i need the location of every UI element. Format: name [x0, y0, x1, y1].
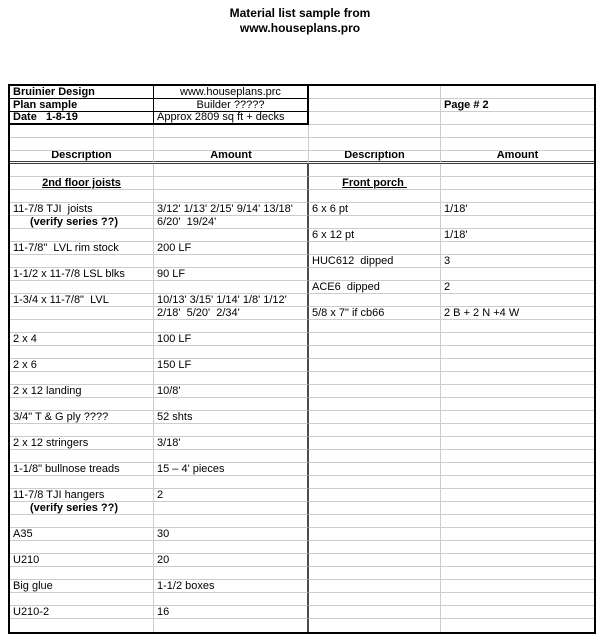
table-cell-r4c3 — [441, 138, 594, 151]
table-cell-r0c0: Bruinier Design — [10, 86, 154, 99]
table-cell-r34c3 — [441, 528, 594, 541]
table-cell-r2c1: Approx 2809 sq ft + decks — [154, 112, 309, 125]
table-cell-r33c0 — [10, 515, 154, 528]
table-cell-r39c1 — [154, 593, 309, 606]
table-cell-r29c1: 15 – 4' pieces — [154, 463, 309, 476]
table-cell-r22c0 — [10, 372, 154, 385]
table-cell-r37c0 — [10, 567, 154, 580]
table-cell-r30c0 — [10, 476, 154, 489]
table-cell-r26c1 — [154, 424, 309, 437]
table-cell-r4c1 — [154, 138, 309, 151]
table-cell-r11c1 — [154, 229, 309, 242]
table-cell-r15c1 — [154, 281, 309, 294]
table-cell-r12c3 — [441, 242, 594, 255]
table-cell-r9c2: 6 x 6 pt — [309, 203, 441, 216]
table-cell-r33c1 — [154, 515, 309, 528]
table-cell-r14c0: 1-1/2 x 11-7/8 LSL blks — [10, 268, 154, 281]
table-cell-r18c3 — [441, 320, 594, 333]
table-cell-r31c3 — [441, 489, 594, 502]
table-cell-r6c2 — [309, 164, 441, 177]
table-cell-r0c2 — [309, 86, 441, 99]
table-cell-r28c0 — [10, 450, 154, 463]
table-cell-r34c0: A35 — [10, 528, 154, 541]
table-cell-r31c0: 11-7/8 TJI hangers — [10, 489, 154, 502]
table-cell-r14c1: 90 LF — [154, 268, 309, 281]
table-cell-r28c1 — [154, 450, 309, 463]
table-cell-r22c2 — [309, 372, 441, 385]
table-cell-r13c0 — [10, 255, 154, 268]
table-cell-r36c3 — [441, 554, 594, 567]
table-cell-r41c2 — [309, 619, 441, 632]
table-cell-r18c1 — [154, 320, 309, 333]
table-cell-r24c2 — [309, 398, 441, 411]
table-cell-r27c2 — [309, 437, 441, 450]
table-cell-r9c1: 3/12' 1/13' 2/15' 9/14' 13/18' — [154, 203, 309, 216]
table-cell-r23c0: 2 x 12 landing — [10, 385, 154, 398]
table-cell-r36c2 — [309, 554, 441, 567]
table-cell-r39c2 — [309, 593, 441, 606]
table-cell-r20c2 — [309, 346, 441, 359]
table-cell-r38c0: Big glue — [10, 580, 154, 593]
table-cell-r36c1: 20 — [154, 554, 309, 567]
table-cell-r38c3 — [441, 580, 594, 593]
table-cell-r32c2 — [309, 502, 441, 515]
table-cell-r40c3 — [441, 606, 594, 619]
table-cell-r4c2 — [309, 138, 441, 151]
table-cell-r21c3 — [441, 359, 594, 372]
table-cell-r19c2 — [309, 333, 441, 346]
table-cell-r22c3 — [441, 372, 594, 385]
table-cell-r34c2 — [309, 528, 441, 541]
document-title — [0, 6, 600, 36]
table-cell-r4c0 — [10, 138, 154, 151]
table-cell-r34c1: 30 — [154, 528, 309, 541]
table-cell-r1c1: Builder ????? — [154, 99, 309, 112]
table-cell-r21c2 — [309, 359, 441, 372]
table-cell-r10c3 — [441, 216, 594, 229]
table-cell-r27c1: 3/18' — [154, 437, 309, 450]
table-cell-r37c1 — [154, 567, 309, 580]
table-cell-r12c1: 200 LF — [154, 242, 309, 255]
table-cell-r26c2 — [309, 424, 441, 437]
table-cell-r23c2 — [309, 385, 441, 398]
table-cell-r20c0 — [10, 346, 154, 359]
table-cell-r11c3: 1/18' — [441, 229, 594, 242]
table-cell-r7c2: Front porch — [309, 177, 441, 190]
table-cell-r10c2 — [309, 216, 441, 229]
table-cell-r17c1: 2/18' 5/20' 2/34' — [154, 307, 309, 320]
table-cell-r35c1 — [154, 541, 309, 554]
table-cell-r27c3 — [441, 437, 594, 450]
material-list-table — [8, 84, 596, 634]
table-cell-r16c3 — [441, 294, 594, 307]
table-cell-r17c3: 2 B + 2 N +4 W — [441, 307, 594, 320]
table-cell-r30c3 — [441, 476, 594, 489]
table-cell-r8c2 — [309, 190, 441, 203]
table-cell-r10c1: 6/20' 19/24' — [154, 216, 309, 229]
table-cell-r3c1 — [154, 125, 309, 138]
table-cell-r21c0: 2 x 6 — [10, 359, 154, 372]
table-cell-r16c2 — [309, 294, 441, 307]
table-cell-r29c2 — [309, 463, 441, 476]
table-cell-r2c2 — [309, 112, 441, 125]
table-cell-r24c0 — [10, 398, 154, 411]
table-cell-r0c1: www.houseplans.prc — [154, 86, 309, 99]
table-cell-r18c2 — [309, 320, 441, 333]
table-cell-r40c0: U210-2 — [10, 606, 154, 619]
table-cell-r29c0: 1-1/8" bullnose treads — [10, 463, 154, 476]
table-cell-r41c3 — [441, 619, 594, 632]
table-cell-r13c2: HUC612 dipped — [309, 255, 441, 268]
table-cell-r1c3: Page # 2 — [441, 99, 594, 112]
document-title-line1: Material list sample from — [229, 6, 371, 20]
table-cell-r7c0: 2nd floor joists — [10, 177, 154, 190]
table-cell-r23c3 — [441, 385, 594, 398]
table-cell-r15c2: ACE6 dipped — [309, 281, 441, 294]
table-cell-r28c3 — [441, 450, 594, 463]
table-cell-r36c0: U210 — [10, 554, 154, 567]
table-cell-r8c3 — [441, 190, 594, 203]
table-cell-r10c0: (verify series ??) — [10, 216, 154, 229]
table-cell-r29c3 — [441, 463, 594, 476]
table-cell-r24c3 — [441, 398, 594, 411]
table-cell-r14c2 — [309, 268, 441, 281]
table-cell-r41c1 — [154, 619, 309, 632]
table-cell-r35c2 — [309, 541, 441, 554]
table-cell-r28c2 — [309, 450, 441, 463]
table-cell-r38c1: 1-1/2 boxes — [154, 580, 309, 593]
table-cell-r2c0: Date 1-8-19 — [10, 112, 154, 125]
table-cell-r15c3: 2 — [441, 281, 594, 294]
table-cell-r13c1 — [154, 255, 309, 268]
table-cell-r30c1 — [154, 476, 309, 489]
table-cell-r3c2 — [309, 125, 441, 138]
table-cell-r5c1: Amount — [154, 151, 309, 164]
table-cell-r0c3 — [441, 86, 594, 99]
table-cell-r22c1 — [154, 372, 309, 385]
table-cell-r16c0: 1-3/4 x 11-7/8" LVL — [10, 294, 154, 307]
table-cell-r32c3 — [441, 502, 594, 515]
table-cell-r33c2 — [309, 515, 441, 528]
table-cell-r40c2 — [309, 606, 441, 619]
table-cell-r26c0 — [10, 424, 154, 437]
table-cell-r32c1 — [154, 502, 309, 515]
table-cell-r39c3 — [441, 593, 594, 606]
table-cell-r19c0: 2 x 4 — [10, 333, 154, 346]
table-cell-r27c0: 2 x 12 stringers — [10, 437, 154, 450]
table-cell-r3c3 — [441, 125, 594, 138]
table-cell-r7c1 — [154, 177, 309, 190]
table-cell-r30c2 — [309, 476, 441, 489]
table-cell-r26c3 — [441, 424, 594, 437]
table-cell-r1c2 — [309, 99, 441, 112]
table-cell-r11c2: 6 x 12 pt — [309, 229, 441, 242]
table-cell-r2c3 — [441, 112, 594, 125]
table-cell-r6c0 — [10, 164, 154, 177]
table-cell-r8c1 — [154, 190, 309, 203]
table-cell-r1c0: Plan sample — [10, 99, 154, 112]
table-cell-r3c0 — [10, 125, 154, 138]
document-title-line2: www.houseplans.pro — [239, 21, 361, 35]
table-cell-r41c0 — [10, 619, 154, 632]
table-cell-r33c3 — [441, 515, 594, 528]
table-cell-r20c1 — [154, 346, 309, 359]
table-cell-r38c2 — [309, 580, 441, 593]
table-cell-r32c0: (verify series ??) — [10, 502, 154, 515]
table-cell-r25c3 — [441, 411, 594, 424]
table-cell-r9c3: 1/18' — [441, 203, 594, 216]
table-cell-r5c0: Description — [10, 151, 154, 164]
table-cell-r9c0: 11-7/8 TJI joists — [10, 203, 154, 216]
table-cell-r14c3 — [441, 268, 594, 281]
table-cell-r12c0: 11-7/8" LVL rim stock — [10, 242, 154, 255]
table-cell-r19c1: 100 LF — [154, 333, 309, 346]
table-cell-r6c1 — [154, 164, 309, 177]
table-cell-r18c0 — [10, 320, 154, 333]
table-cell-r25c1: 52 shts — [154, 411, 309, 424]
table-cell-r25c2 — [309, 411, 441, 424]
table-cell-r20c3 — [441, 346, 594, 359]
table-cell-r17c0 — [10, 307, 154, 320]
table-cell-r15c0 — [10, 281, 154, 294]
table-cell-r37c3 — [441, 567, 594, 580]
table-cell-r40c1: 16 — [154, 606, 309, 619]
table-cell-r6c3 — [441, 164, 594, 177]
table-cell-r5c3: Amount — [441, 151, 594, 164]
table-cell-r11c0 — [10, 229, 154, 242]
table-cell-r23c1: 10/8' — [154, 385, 309, 398]
table-cell-r24c1 — [154, 398, 309, 411]
table-cell-r8c0 — [10, 190, 154, 203]
table-cell-r31c1: 2 — [154, 489, 309, 502]
table-cell-r39c0 — [10, 593, 154, 606]
table-cell-r35c3 — [441, 541, 594, 554]
table-cell-r31c2 — [309, 489, 441, 502]
table-cell-r13c3: 3 — [441, 255, 594, 268]
table-cell-r21c1: 150 LF — [154, 359, 309, 372]
table-cell-r19c3 — [441, 333, 594, 346]
table-cell-r17c2: 5/8 x 7" if cb66 — [309, 307, 441, 320]
table-cell-r5c2: Description — [309, 151, 441, 164]
table-cell-r25c0: 3/4" T & G ply ???? — [10, 411, 154, 424]
table-cell-r37c2 — [309, 567, 441, 580]
table-cell-r35c0 — [10, 541, 154, 554]
table-cell-r16c1: 10/13' 3/15' 1/14' 1/8' 1/12' — [154, 294, 309, 307]
table-cell-r7c3 — [441, 177, 594, 190]
table-cell-r12c2 — [309, 242, 441, 255]
